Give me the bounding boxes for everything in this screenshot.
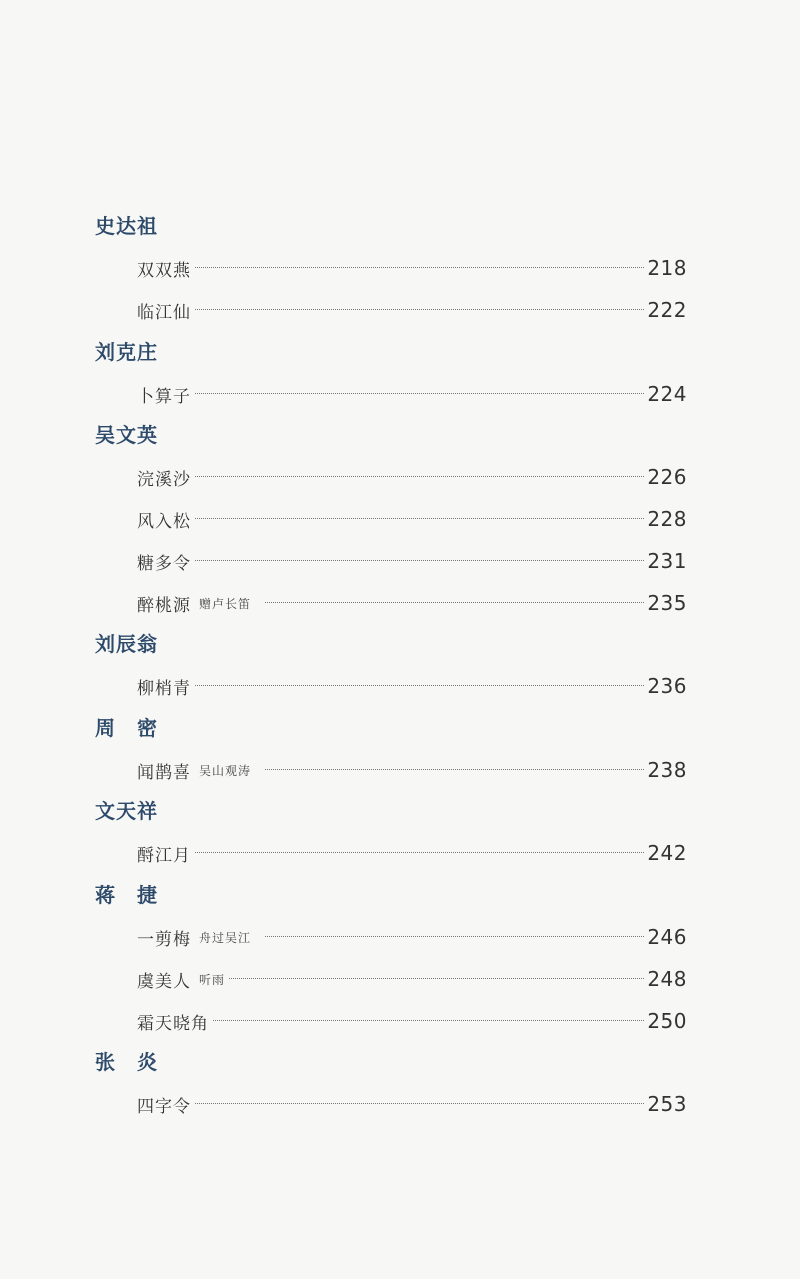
author-heading: 刘辰翁 xyxy=(95,632,158,656)
poem-title: 临江仙 xyxy=(137,302,191,323)
dot-leader xyxy=(229,978,644,979)
dot-leader xyxy=(195,685,644,686)
poem-title: 霜天晓角 xyxy=(137,1013,209,1034)
toc-entry[interactable] xyxy=(137,590,687,616)
poem-title: 一剪梅 xyxy=(137,929,191,950)
toc-entry[interactable] xyxy=(137,506,687,532)
toc-entry[interactable] xyxy=(137,381,687,407)
dot-leader xyxy=(195,309,644,310)
author-heading: 文天祥 xyxy=(95,799,158,823)
page-number: 236 xyxy=(647,674,687,698)
author-heading: 蒋 捷 xyxy=(95,883,158,907)
toc-entry[interactable] xyxy=(137,255,687,281)
page-number: 242 xyxy=(647,841,687,865)
poem-title: 风入松 xyxy=(137,511,191,532)
poem-subtitle: 吴山观涛 xyxy=(199,763,252,778)
toc-entry[interactable] xyxy=(137,548,687,574)
poem-subtitle: 舟过吴江 xyxy=(199,930,252,945)
toc-entry[interactable] xyxy=(137,297,687,323)
dot-leader xyxy=(195,393,644,394)
page-number: 231 xyxy=(647,549,687,573)
author-heading: 史达祖 xyxy=(95,214,158,238)
toc-entry[interactable] xyxy=(137,673,687,699)
dot-leader xyxy=(265,602,644,603)
poem-title: 酹江月 xyxy=(137,845,191,866)
poem-title: 醉桃源 xyxy=(137,595,191,616)
dot-leader xyxy=(265,769,644,770)
poem-title: 浣溪沙 xyxy=(137,469,191,490)
page-number: 226 xyxy=(647,465,687,489)
poem-title: 糖多令 xyxy=(137,553,191,574)
author-heading: 周 密 xyxy=(95,716,158,740)
dot-leader xyxy=(195,852,644,853)
dot-leader xyxy=(195,518,644,519)
poem-title: 柳梢青 xyxy=(137,678,191,699)
toc-entry[interactable] xyxy=(137,1008,687,1034)
poem-subtitle: 听雨 xyxy=(199,972,226,987)
page-number: 250 xyxy=(647,1009,687,1033)
poem-title: 卜算子 xyxy=(137,386,191,407)
dot-leader xyxy=(213,1020,644,1021)
page-number: 228 xyxy=(647,507,687,531)
page-number: 218 xyxy=(647,256,687,280)
poem-title: 四字令 xyxy=(137,1096,191,1117)
toc-entry[interactable] xyxy=(137,464,687,490)
page-number: 246 xyxy=(647,925,687,949)
dot-leader xyxy=(265,936,644,937)
toc-entry[interactable] xyxy=(137,1091,687,1117)
dot-leader xyxy=(195,1103,644,1104)
toc-entry[interactable] xyxy=(137,840,687,866)
page-number: 222 xyxy=(647,298,687,322)
dot-leader xyxy=(195,476,644,477)
dot-leader xyxy=(195,267,644,268)
toc-entry[interactable] xyxy=(137,924,687,950)
author-heading: 吴文英 xyxy=(95,423,158,447)
poem-title: 虞美人 xyxy=(137,971,191,992)
toc-entry[interactable] xyxy=(137,757,687,783)
author-heading: 张 炎 xyxy=(95,1050,158,1074)
poem-subtitle: 赠卢长笛 xyxy=(199,596,252,611)
page-number: 235 xyxy=(647,591,687,615)
toc-entry[interactable] xyxy=(137,966,687,992)
page-number: 224 xyxy=(647,382,687,406)
poem-title: 闻鹊喜 xyxy=(137,762,191,783)
author-heading: 刘克庄 xyxy=(95,340,158,364)
poem-title: 双双燕 xyxy=(137,260,191,281)
dot-leader xyxy=(195,560,644,561)
page-number: 248 xyxy=(647,967,687,991)
page-number: 238 xyxy=(647,758,687,782)
page-number: 253 xyxy=(647,1092,687,1116)
